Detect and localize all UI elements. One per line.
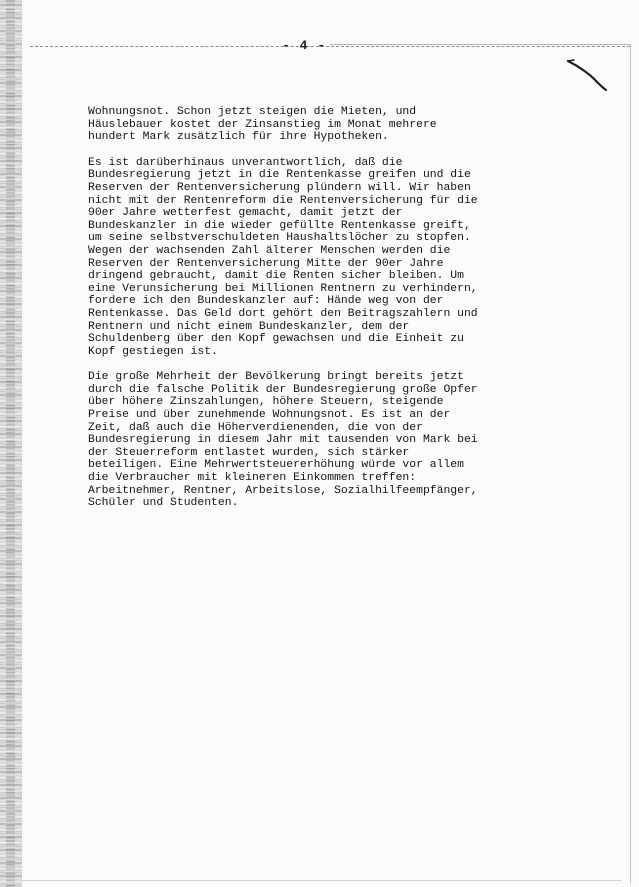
body-text <box>88 106 508 523</box>
text-line: Schüler und Studenten. <box>88 497 239 510</box>
text-line: Die große Mehrheit der Bevölkerung bringt bereits jetzt <box>88 371 464 384</box>
text-line: Preise und über zunehmende Wohnungsnot. Es ist an der <box>88 409 451 422</box>
text-line: nicht mit der Rentenreform die Rentenversicherung für die <box>88 194 478 207</box>
text-line: Bundeskanzler in die wieder gefüllte Rentenkasse greift, <box>88 219 471 232</box>
text-line: der Steuerreform entlastet wurden, sich stärker <box>88 446 410 459</box>
text-line: Es ist darüberhinaus unverantwortlich, daß die <box>88 156 403 169</box>
scan-rule-top <box>30 46 630 47</box>
text-line: Reserven der Rentenversicherung Mitte der 90er Jahre <box>88 257 444 270</box>
text-line: fordere ich den Bundeskanzler auf: Hände weg von der <box>88 295 444 308</box>
paragraph-3 <box>88 371 508 510</box>
paragraph-2 <box>88 157 508 359</box>
text-line: Zeit, daß auch die Höherverdienenden, die von der <box>88 421 423 434</box>
text-line: Schuldenberg über den Kopf gewachsen und die Einheit zu <box>88 333 464 346</box>
text-line: Bundesregierung jetzt in die Rentenkasse greifen und die <box>88 169 471 182</box>
text-line: Wohnungsnot. Schon jetzt steigen die Mieten, und <box>88 106 417 118</box>
text-line: Reserven der Rentenversicherung plündern will. Wir haben <box>88 181 471 194</box>
text-line: beteiligen. Eine Mehrwertsteuererhöhung würde vor allem <box>88 459 464 472</box>
text-line: die Verbraucher mit kleineren Einkommen treffen: <box>88 472 417 485</box>
text-line: Rentnern und nicht einem Bundeskanzler, dem der <box>88 320 410 333</box>
scan-edge-left-inner <box>6 0 15 887</box>
page-number: - 4 - <box>282 38 327 53</box>
text-line: Kopf gestiegen ist. <box>88 345 218 358</box>
text-line: dringend gebraucht, damit die Renten sicher bleiben. Um <box>88 270 464 283</box>
text-line: Wegen der wachsenden Zahl älterer Menschen werden die <box>88 244 451 257</box>
text-line: Rentenkasse. Das Geld dort gehört den Beitragszahlern und <box>88 307 478 320</box>
text-line: 90er Jahre wetterfest gemacht, damit jetzt der <box>88 207 403 220</box>
scan-edge-bottom <box>22 880 622 881</box>
text-line: Bundesregierung in diesem Jahr mit tausenden von Mark bei <box>88 434 478 447</box>
paragraph-1 <box>88 106 508 144</box>
text-line: durch die falsche Politik der Bundesregierung große Opfer <box>88 383 478 396</box>
text-line: Arbeitnehmer, Rentner, Arbeitslose, Sozialhilfeempfänger, <box>88 484 478 497</box>
text-line: Häuslebauer kostet der Zinsanstieg im Monat mehrere <box>88 118 437 131</box>
text-line: eine Verunsicherung bei Millionen Rentnern zu verhindern, <box>88 282 478 295</box>
text-line: um seine selbstverschuldeten Haushaltslöcher zu stopfen. <box>88 232 471 245</box>
text-line: hundert Mark zusätzlich für ihre Hypotheken. <box>88 131 389 144</box>
text-line: über höhere Zinszahlungen, höhere Steuern, steigende <box>88 396 444 409</box>
scan-edge-right <box>630 44 631 884</box>
scan-rule-top-right <box>330 44 630 45</box>
corner-tick-mark-icon <box>566 58 610 92</box>
